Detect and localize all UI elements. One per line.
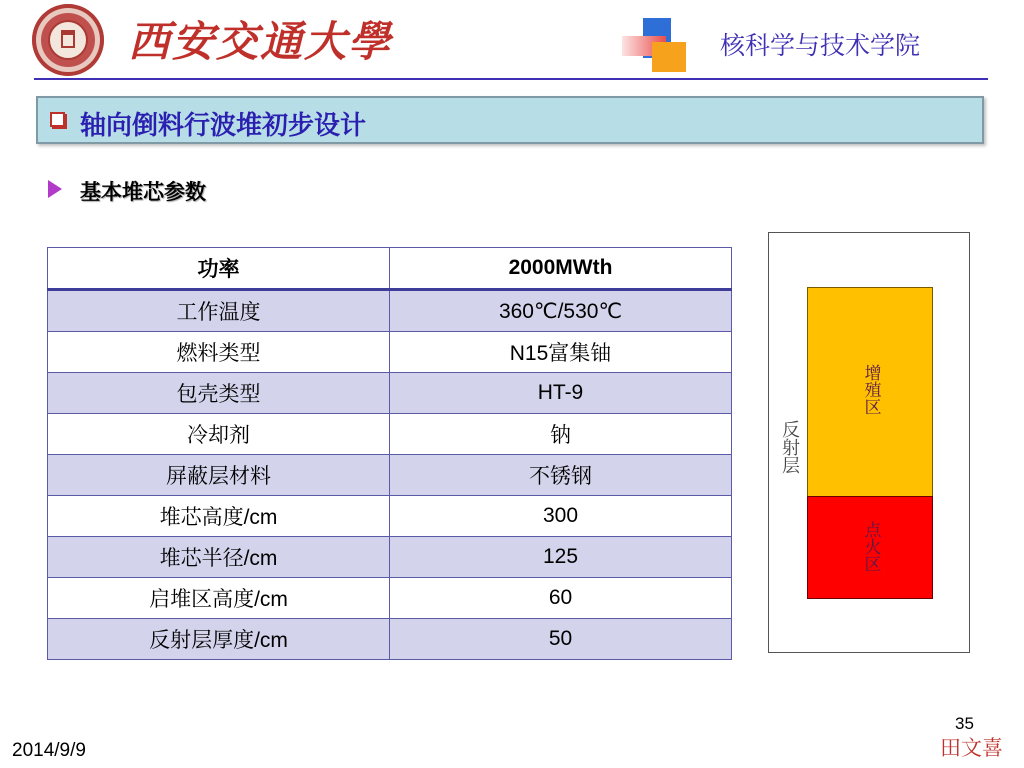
- table-cell: 堆芯高度/cm: [48, 496, 390, 537]
- table-row: [48, 414, 732, 455]
- table-cell: 屏蔽层材料: [48, 455, 390, 496]
- table-cell: 冷却剂: [48, 414, 390, 455]
- table-cell: 不锈钢: [390, 455, 732, 496]
- university-logo-text: 西安交通大學: [128, 17, 393, 66]
- college-name: 核科学与技术学院: [720, 32, 921, 60]
- table-row: [48, 619, 732, 660]
- slide-title: 轴向倒料行波堆初步设计: [80, 110, 367, 140]
- table-cell: 50: [390, 619, 732, 660]
- table-cell: 启堆区高度/cm: [48, 578, 390, 619]
- table-cell: 125: [390, 537, 732, 578]
- table-row: [48, 373, 732, 414]
- table-cell: 360℃/530℃: [390, 290, 732, 332]
- slide-date: 2014/9/9: [12, 740, 86, 761]
- ignition-zone: [807, 496, 933, 599]
- table-cell: 堆芯半径/cm: [48, 537, 390, 578]
- table-cell: 钠: [390, 414, 732, 455]
- table-row: [48, 455, 732, 496]
- university-seal-icon: [32, 4, 104, 76]
- table-row: [48, 578, 732, 619]
- page-number: 35: [955, 714, 974, 733]
- decorative-block-orange: [652, 42, 686, 72]
- core-parameters-table: [47, 247, 732, 660]
- table-row: [48, 537, 732, 578]
- table-cell: 60: [390, 578, 732, 619]
- table-row: [48, 290, 732, 332]
- arrow-bullet-icon: [48, 180, 62, 198]
- section-subtitle: 基本堆芯参数: [80, 181, 206, 204]
- table-cell: 燃料类型: [48, 332, 390, 373]
- author-name: 田文喜: [940, 736, 1003, 760]
- table-cell: HT-9: [390, 373, 732, 414]
- table-header-row: [48, 248, 732, 290]
- table-row: [48, 496, 732, 537]
- breeding-zone-label: 增殖区: [860, 364, 881, 415]
- table-header-cell: 2000MWth: [390, 248, 732, 290]
- table-cell: 反射层厚度/cm: [48, 619, 390, 660]
- ignition-zone-label: 点火区: [860, 521, 881, 572]
- reflector-label: 反射层: [779, 420, 800, 474]
- table-cell: 包壳类型: [48, 373, 390, 414]
- table-cell: N15富集铀: [390, 332, 732, 373]
- table-row: [48, 332, 732, 373]
- checkbox-icon: [50, 112, 65, 127]
- table-cell: 300: [390, 496, 732, 537]
- table-cell: 工作温度: [48, 290, 390, 332]
- breeding-zone: [807, 287, 933, 497]
- slide-title-bar: [36, 96, 984, 144]
- table-header-cell: 功率: [48, 248, 390, 290]
- header-divider: [34, 78, 988, 80]
